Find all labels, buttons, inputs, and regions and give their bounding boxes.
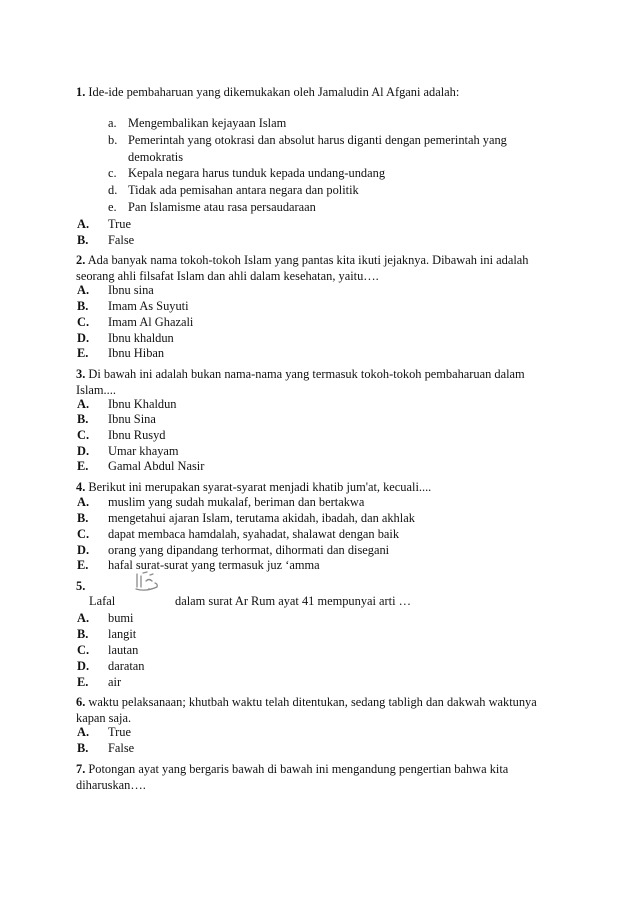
option-text: Imam Al Ghazali [108,315,194,329]
answer-option[interactable] [77,396,176,412]
sublist-text: Tidak ada pemisahan antara negara dan politik [128,183,359,198]
question-2 [76,252,566,284]
answer-option[interactable] [77,740,134,756]
option-letter: E. [77,675,89,689]
option-letter: A. [77,217,90,231]
answer-option[interactable] [77,526,399,542]
question-1 [76,84,566,100]
question-3 [76,366,566,398]
sublist-letter: a. [108,116,117,130]
answer-option[interactable] [77,510,415,526]
sublist-item [108,132,548,166]
option-text: True [108,217,131,231]
option-letter: B. [77,299,89,313]
answer-option[interactable] [77,642,138,658]
option-text: hafal surat-surat yang termasuk juz ‘amma [108,558,320,572]
question-7-number: 7. [76,762,86,776]
question-5-text-before: Lafal [89,594,116,608]
option-text: False [108,233,135,247]
answer-option[interactable] [77,542,389,558]
option-letter: A. [77,283,90,297]
arabic-calligraphy-icon [134,570,160,594]
option-text: Ibnu Hiban [108,346,165,360]
option-text: False [108,741,135,755]
option-text: Ibnu Sina [108,412,156,426]
question-1-number: 1. [76,85,86,99]
answer-option[interactable] [77,427,165,443]
option-text: langit [108,627,137,641]
question-5-line [76,593,566,609]
option-text: dapat membaca hamdalah, syahadat, shalawat dengan baik [108,527,400,541]
question-6 [76,694,566,726]
question-7-text: Potongan ayat yang bergaris bawah di bawah ini mengandung pengertian bahwa kita diharuskan…. [76,762,509,792]
option-text: Ibnu Khaldun [108,397,177,411]
answer-option[interactable] [77,658,144,674]
question-1-sublist [108,115,548,216]
option-letter: E. [77,346,89,360]
answer-option[interactable] [77,443,179,459]
option-text: bumi [108,611,134,625]
answer-option[interactable] [77,724,131,740]
question-1-text: Ide-ide pembaharuan yang dikemukakan oleh Jamaludin Al Afgani adalah: [88,85,460,99]
question-5-number: 5. [76,579,86,593]
sublist-letter: d. [108,183,118,198]
answer-option[interactable] [77,282,154,298]
option-letter: E. [77,459,89,473]
answer-option[interactable] [77,557,320,573]
question-6-text: waktu pelaksanaan; khutbah waktu telah ditentukan, sedang tabligh dan dakwah waktunya kapan saja. [76,695,537,725]
option-letter: A. [77,495,90,509]
option-letter: E. [77,558,89,572]
answer-option[interactable] [77,298,189,314]
sublist-letter: c. [108,166,117,181]
question-4-number: 4. [76,480,86,494]
sublist-item [108,182,548,199]
sublist-text: Pan Islamisme atau rasa persaudaraan [128,199,316,214]
answer-option[interactable] [77,494,364,510]
option-letter: A. [77,611,90,625]
answer-option[interactable] [77,458,204,474]
option-text: daratan [108,659,145,673]
question-6-number: 6. [76,695,86,709]
option-letter: D. [77,659,90,673]
option-letter: C. [77,428,90,442]
option-text: Gamal Abdul Nasir [108,459,205,473]
option-letter: B. [77,233,89,247]
answer-option[interactable] [77,330,174,346]
sublist-text: Kepala negara harus tunduk kepada undang-undang [128,166,386,181]
option-letter: B. [77,627,89,641]
option-text: True [108,725,131,739]
option-text: Ibnu Rusyd [108,428,166,442]
question-2-text: Ada banyak nama tokoh-tokoh Islam yang pantas kita ikuti jejaknya. Dibawah ini adalah seorang ahli filsafat Islam dan ahli dalam kesehatan, yaitu…. [76,253,529,283]
answer-option[interactable] [77,314,193,330]
option-letter: C. [77,643,90,657]
question-2-number: 2. [76,253,86,267]
option-text: orang yang dipandang terhormat, dihormati dan disegani [108,543,390,557]
sublist-letter: b. [108,132,118,147]
option-letter: C. [77,315,90,329]
option-letter: B. [77,511,89,525]
option-letter: B. [77,412,89,426]
sublist-item [108,165,548,182]
question-7 [76,761,566,793]
question-5-text-after: dalam surat Ar Rum ayat 41 mempunyai arti … [175,594,412,608]
answer-option[interactable] [77,345,164,361]
sublist-item [108,199,548,216]
answer-option[interactable] [77,626,136,642]
answer-option[interactable] [77,411,156,427]
option-text: Umar khayam [108,444,179,458]
sublist-text: Pemerintah yang otokrasi dan absolut harus diganti dengan pemerintah yang demokratis [128,132,507,164]
question-4-text: Berikut ini merupakan syarat-syarat menjadi khatib jum'at, kecuali.... [88,480,432,494]
sublist-text: Mengembalikan kejayaan Islam [128,116,287,130]
answer-option[interactable] [77,232,134,248]
option-text: mengetahui ajaran Islam, terutama akidah, ibadah, dan akhlak [108,511,415,525]
question-3-number: 3. [76,367,86,381]
sublist-item [108,115,548,132]
option-text: muslim yang sudah mukalaf, beriman dan bertakwa [108,495,365,509]
sublist-letter: e. [108,199,117,214]
option-letter: D. [77,444,90,458]
option-letter: C. [77,527,90,541]
option-text: Ibnu sina [108,283,154,297]
answer-option[interactable] [77,674,121,690]
option-text: lautan [108,643,139,657]
answer-option[interactable] [77,610,133,626]
answer-option[interactable] [77,216,131,232]
option-letter: D. [77,543,90,557]
question-3-text: Di bawah ini adalah bukan nama-nama yang termasuk tokoh-tokoh pembaharuan dalam Islam.... [76,367,525,397]
option-letter: B. [77,741,89,755]
question-4 [76,479,566,495]
arabic-word-image [134,570,160,594]
option-letter: D. [77,331,90,345]
option-letter: A. [77,397,90,411]
option-text: air [108,675,122,689]
option-text: Imam As Suyuti [108,299,189,313]
option-letter: A. [77,725,90,739]
option-text: Ibnu khaldun [108,331,174,345]
